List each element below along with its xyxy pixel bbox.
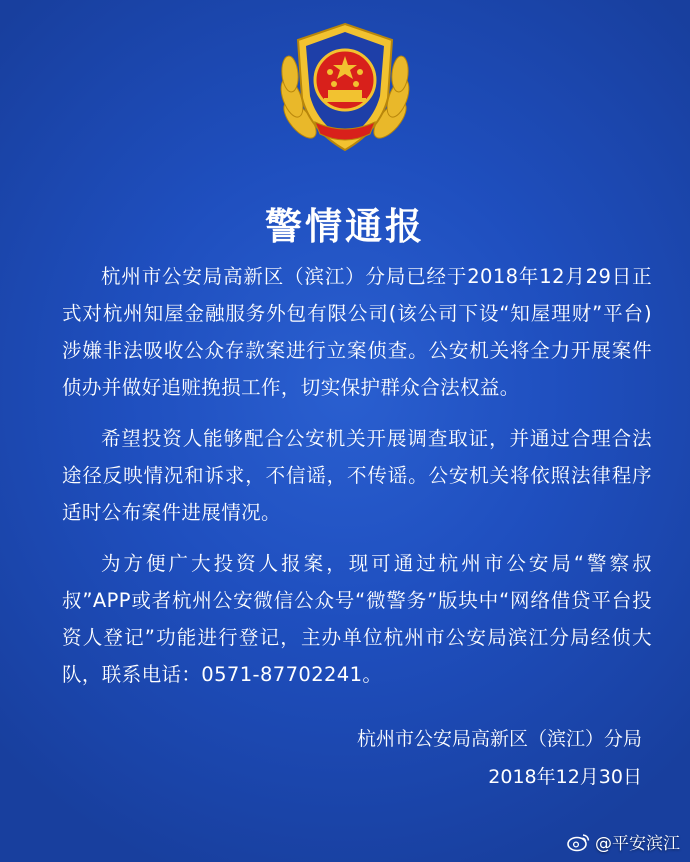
- paragraph-2: 希望投资人能够配合公安机关开展调查取证，并通过合理合法途径反映情况和诉求，不信谣，不传谣。公安机关将依照法律程序适时公布案件进展情况。: [62, 427, 652, 524]
- signature-block: [357, 720, 642, 796]
- weibo-icon: [567, 832, 591, 852]
- paragraph-3: 为方便广大投资人报案，现可通过杭州市公安局“警察叔叔”APP或者杭州公安微信公众号“微警务”版块中“网络借贷平台投资人登记”功能进行登记，主办单位杭州市公安局滨江分局经侦大队，联系电话：0571-87702241。: [62, 552, 652, 686]
- paragraph-1: 杭州市公安局高新区（滨江）分局已经于2018年12月29日正式对杭州知屋金融服务外包有限公司(该公司下设“知屋理财”平台)涉嫌非法吸收公众存款案进行立案侦查。公安机关将全力开展案件侦办并做好追赃挽损工作，切实保护群众合法权益。: [62, 265, 652, 399]
- notice-title: 警情通报: [265, 205, 425, 248]
- police-emblem-icon: [270, 10, 420, 160]
- signature-org: 杭州市公安局高新区（滨江）分局: [356, 728, 642, 750]
- watermark-text: @平安滨江: [595, 834, 680, 854]
- signature-date: 2018年12月30日: [488, 766, 642, 788]
- notice-body: [62, 258, 652, 707]
- weibo-watermark: [567, 829, 680, 854]
